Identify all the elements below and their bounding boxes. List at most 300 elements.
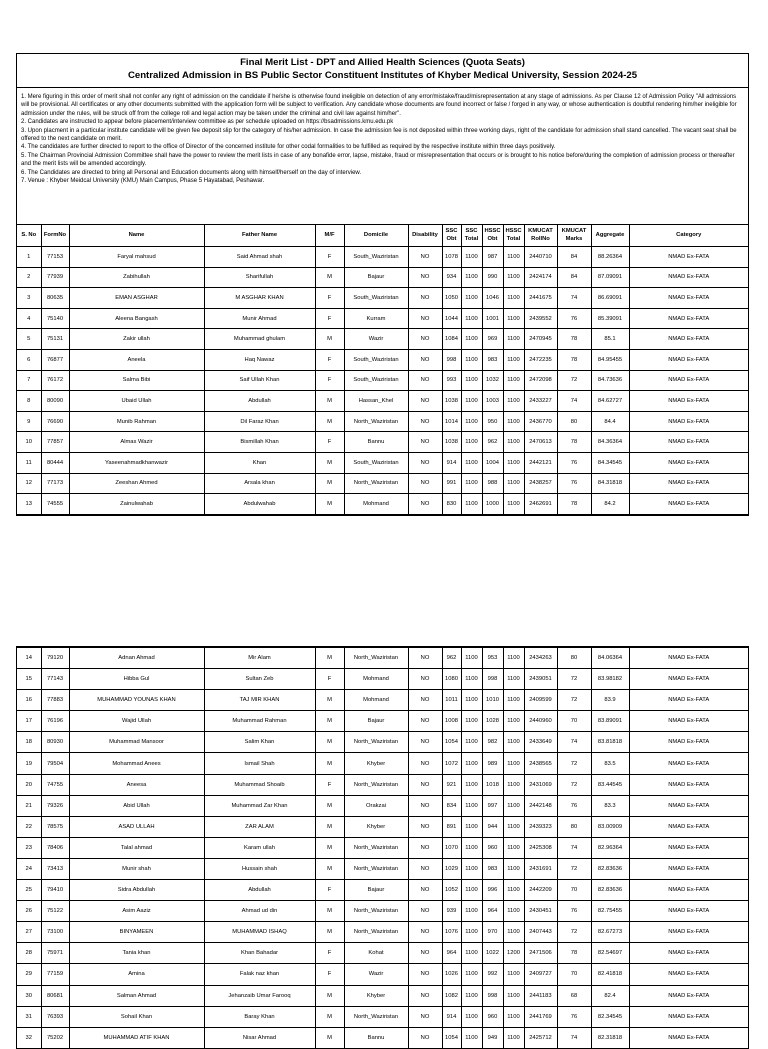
- table-cell: 84.36364: [591, 432, 629, 453]
- table-cell: 1100: [461, 711, 482, 732]
- table-cell: NO: [408, 349, 442, 370]
- table-cell: NO: [408, 964, 442, 985]
- table-cell: NMAD Ex-FATA: [629, 690, 748, 711]
- table-cell: 1100: [503, 247, 524, 268]
- table-row: [17, 349, 748, 370]
- table-cell: 1100: [461, 411, 482, 432]
- table-cell: 1100: [461, 473, 482, 494]
- table-cell: 70: [557, 711, 591, 732]
- table-cell: 1011: [442, 690, 461, 711]
- table-cell: NO: [408, 452, 442, 473]
- merit-table-page-2: [17, 647, 748, 1049]
- table-cell: 21: [17, 795, 41, 816]
- table-cell: Yaseenahmadkhanwazir: [69, 452, 204, 473]
- table-cell: North_Waziristan: [344, 901, 408, 922]
- table-cell: NMAD Ex-FATA: [629, 964, 748, 985]
- table-cell: 17: [17, 711, 41, 732]
- table-cell: 70: [557, 880, 591, 901]
- table-cell: 80: [557, 816, 591, 837]
- table-cell: 68: [557, 985, 591, 1006]
- table-cell: MUHAMMAD YOUNAS KHAN: [69, 690, 204, 711]
- table-cell: 1050: [442, 288, 461, 309]
- table-cell: 1026: [442, 964, 461, 985]
- column-header: Name: [69, 225, 204, 247]
- table-cell: F: [315, 247, 344, 268]
- table-cell: 72: [557, 922, 591, 943]
- table-cell: 31: [17, 1006, 41, 1027]
- table-cell: 79410: [41, 880, 69, 901]
- table-cell: Hibba Gul: [69, 669, 204, 690]
- table-cell: NMAD Ex-FATA: [629, 391, 748, 412]
- table-cell: Munir Ahmad: [204, 308, 315, 329]
- table-cell: North_Waziristan: [344, 648, 408, 669]
- table-cell: NMAD Ex-FATA: [629, 370, 748, 391]
- table-cell: Muhammad Shoaib: [204, 774, 315, 795]
- table-cell: 1100: [503, 858, 524, 879]
- table-cell: 82.34545: [591, 1006, 629, 1027]
- table-cell: North_Waziristan: [344, 858, 408, 879]
- table-cell: 1070: [442, 837, 461, 858]
- table-cell: 87.09091: [591, 267, 629, 288]
- table-cell: NMAD Ex-FATA: [629, 267, 748, 288]
- table-cell: 988: [482, 473, 503, 494]
- table-cell: Aneela: [69, 349, 204, 370]
- document-header: [17, 54, 748, 88]
- table-row: [17, 795, 748, 816]
- table-cell: 991: [442, 473, 461, 494]
- table-cell: 84.62727: [591, 391, 629, 412]
- table-cell: 1100: [503, 329, 524, 350]
- table-cell: 83.81818: [591, 732, 629, 753]
- table-row: [17, 494, 748, 515]
- table-cell: 996: [482, 880, 503, 901]
- table-cell: Ismail Shah: [204, 753, 315, 774]
- table-cell: NO: [408, 411, 442, 432]
- column-header: KMUCAT Marks: [557, 225, 591, 247]
- table-cell: 1100: [503, 985, 524, 1006]
- table-cell: 84.73636: [591, 370, 629, 391]
- table-cell: 76: [557, 795, 591, 816]
- table-row: [17, 288, 748, 309]
- table-row: [17, 943, 748, 964]
- table-cell: NMAD Ex-FATA: [629, 432, 748, 453]
- table-cell: Mir Alam: [204, 648, 315, 669]
- table-cell: 2407443: [524, 922, 557, 943]
- table-cell: M: [315, 648, 344, 669]
- table-cell: NO: [408, 370, 442, 391]
- table-cell: Karam ullah: [204, 837, 315, 858]
- table-cell: 1100: [503, 370, 524, 391]
- table-cell: Wazir: [344, 964, 408, 985]
- table-cell: 2441675: [524, 288, 557, 309]
- table-cell: 1100: [503, 774, 524, 795]
- table-cell: 77143: [41, 669, 69, 690]
- table-cell: 76: [557, 1006, 591, 1027]
- table-cell: 1100: [461, 985, 482, 1006]
- table-cell: 84.2: [591, 494, 629, 515]
- table-cell: Nisar Ahmad: [204, 1027, 315, 1048]
- table-cell: 1080: [442, 669, 461, 690]
- table-cell: Bajaur: [344, 267, 408, 288]
- table-cell: 1100: [503, 711, 524, 732]
- table-cell: 74755: [41, 774, 69, 795]
- table-cell: NMAD Ex-FATA: [629, 494, 748, 515]
- table-cell: 934: [442, 267, 461, 288]
- table-cell: 84: [557, 247, 591, 268]
- table-cell: 83.00909: [591, 816, 629, 837]
- table-cell: 25: [17, 880, 41, 901]
- table-cell: 84.4: [591, 411, 629, 432]
- table-cell: 891: [442, 816, 461, 837]
- table-cell: 1100: [461, 247, 482, 268]
- table-cell: NO: [408, 753, 442, 774]
- table-cell: NO: [408, 669, 442, 690]
- table-row: [17, 711, 748, 732]
- table-row: [17, 669, 748, 690]
- table-cell: 944: [482, 816, 503, 837]
- table-cell: 1100: [461, 432, 482, 453]
- table-cell: 1100: [461, 494, 482, 515]
- table-cell: 75202: [41, 1027, 69, 1048]
- table-cell: Aleena Bangash: [69, 308, 204, 329]
- instruction-note: 7. Venue : Khyber Meidcal University (KMU) Main Campus, Phase 5 Hayatabad, Peshawar.: [21, 178, 265, 185]
- table-row: [17, 753, 748, 774]
- table-cell: 2441183: [524, 985, 557, 1006]
- table-cell: 993: [442, 370, 461, 391]
- table-cell: 1100: [503, 901, 524, 922]
- table-cell: 82.96364: [591, 837, 629, 858]
- table-cell: 78: [557, 329, 591, 350]
- instruction-note: 1. Mere figuring in this order of merit shall not confer any right of admission on the candidate if he/she is otherwise found ineligible on detection of any error/mistake/fraud/misrepresentation at any stage of admissions. As per Clause 12 of Admission Policy "All admissions will be provisional. All certificates or any other documents submitted with the application form will be subject to verification. Any candidate whose documents are found incorrect or false / forged in any way, or whose authentication is doubtful rendering him/her ineligible for admission under the rules, will be struck off from the college roll and legal action may be taken under the criminal and civil law against him/her".: [21, 94, 737, 117]
- table-cell: 2: [17, 267, 41, 288]
- table-cell: 76: [557, 308, 591, 329]
- table-cell: NMAD Ex-FATA: [629, 1027, 748, 1048]
- table-cell: Haq Nawaz: [204, 349, 315, 370]
- table-cell: 992: [482, 964, 503, 985]
- table-row: [17, 247, 748, 268]
- column-header: S. No: [17, 225, 41, 247]
- column-header: HSSC Total: [503, 225, 524, 247]
- table-cell: 1100: [461, 795, 482, 816]
- table-row: [17, 985, 748, 1006]
- table-cell: 82.41818: [591, 964, 629, 985]
- table-cell: 1038: [442, 391, 461, 412]
- table-cell: 2424174: [524, 267, 557, 288]
- table-row: [17, 837, 748, 858]
- table-cell: Jehanzaib Umar Farooq: [204, 985, 315, 1006]
- table-cell: 2471506: [524, 943, 557, 964]
- table-cell: F: [315, 880, 344, 901]
- table-cell: 85.1: [591, 329, 629, 350]
- table-cell: 962: [442, 648, 461, 669]
- table-cell: 1100: [461, 1027, 482, 1048]
- table-cell: 24: [17, 858, 41, 879]
- column-header: Disability: [408, 225, 442, 247]
- table-cell: 1100: [503, 753, 524, 774]
- table-cell: NO: [408, 288, 442, 309]
- table-cell: NO: [408, 880, 442, 901]
- table-cell: 74: [557, 1027, 591, 1048]
- table-cell: 29: [17, 964, 41, 985]
- table-cell: South_Waziristan: [344, 288, 408, 309]
- table-cell: 82.67273: [591, 922, 629, 943]
- table-row: [17, 774, 748, 795]
- table-cell: 74: [557, 288, 591, 309]
- table-cell: 1078: [442, 247, 461, 268]
- table-cell: 1076: [442, 922, 461, 943]
- table-cell: NO: [408, 329, 442, 350]
- table-cell: 79504: [41, 753, 69, 774]
- table-cell: NO: [408, 985, 442, 1006]
- table-cell: North_Waziristan: [344, 732, 408, 753]
- table-cell: 77883: [41, 690, 69, 711]
- instructions-block: [17, 88, 748, 225]
- table-cell: M: [315, 837, 344, 858]
- table-cell: Mohammad Anees: [69, 753, 204, 774]
- table-cell: 1038: [442, 432, 461, 453]
- table-cell: 28: [17, 943, 41, 964]
- table-cell: 1100: [503, 816, 524, 837]
- table-cell: Tania khan: [69, 943, 204, 964]
- table-body: [17, 648, 748, 1049]
- table-cell: NO: [408, 901, 442, 922]
- table-cell: Zabihullah: [69, 267, 204, 288]
- table-cell: 1072: [442, 753, 461, 774]
- table-cell: Muhammad ghulam: [204, 329, 315, 350]
- table-cell: 1100: [461, 858, 482, 879]
- table-cell: 75140: [41, 308, 69, 329]
- table-cell: Abdulwahab: [204, 494, 315, 515]
- table-cell: NMAD Ex-FATA: [629, 816, 748, 837]
- table-cell: South_Waziristan: [344, 452, 408, 473]
- table-cell: Baray Khan: [204, 1006, 315, 1027]
- table-cell: F: [315, 308, 344, 329]
- table-cell: 76690: [41, 411, 69, 432]
- column-header: Category: [629, 225, 748, 247]
- table-cell: NMAD Ex-FATA: [629, 922, 748, 943]
- table-cell: 1100: [503, 391, 524, 412]
- table-cell: 1044: [442, 308, 461, 329]
- table-cell: Said Ahmad shah: [204, 247, 315, 268]
- table-cell: 30: [17, 985, 41, 1006]
- table-cell: 2442148: [524, 795, 557, 816]
- table-cell: NO: [408, 1006, 442, 1027]
- table-cell: 1100: [503, 922, 524, 943]
- table-cell: 77159: [41, 964, 69, 985]
- table-cell: F: [315, 943, 344, 964]
- table-row: [17, 473, 748, 494]
- table-cell: 32: [17, 1027, 41, 1048]
- table-row: [17, 1006, 748, 1027]
- table-cell: 1054: [442, 732, 461, 753]
- table-cell: Bannu: [344, 432, 408, 453]
- table-cell: 2470613: [524, 432, 557, 453]
- table-cell: NO: [408, 1027, 442, 1048]
- table-cell: 72: [557, 774, 591, 795]
- table-cell: 2434263: [524, 648, 557, 669]
- table-cell: NMAD Ex-FATA: [629, 711, 748, 732]
- table-cell: 970: [482, 922, 503, 943]
- table-cell: 83.9: [591, 690, 629, 711]
- table-cell: M: [315, 690, 344, 711]
- table-cell: NMAD Ex-FATA: [629, 858, 748, 879]
- table-cell: 84.34545: [591, 452, 629, 473]
- table-cell: 1100: [461, 308, 482, 329]
- column-header: SSC Obt: [442, 225, 461, 247]
- table-cell: 76393: [41, 1006, 69, 1027]
- table-cell: 998: [442, 349, 461, 370]
- table-cell: F: [315, 774, 344, 795]
- table-cell: 997: [482, 795, 503, 816]
- table-row: [17, 452, 748, 473]
- table-cell: 1082: [442, 985, 461, 1006]
- table-cell: 983: [482, 349, 503, 370]
- table-cell: Bajaur: [344, 880, 408, 901]
- table-cell: 2438565: [524, 753, 557, 774]
- table-cell: NMAD Ex-FATA: [629, 473, 748, 494]
- table-row: [17, 432, 748, 453]
- table-cell: Khan Bahadar: [204, 943, 315, 964]
- table-row: [17, 648, 748, 669]
- table-cell: 1100: [461, 349, 482, 370]
- table-cell: 1200: [503, 943, 524, 964]
- table-cell: 1014: [442, 411, 461, 432]
- table-cell: 70: [557, 964, 591, 985]
- table-cell: Orakzai: [344, 795, 408, 816]
- table-cell: 983: [482, 858, 503, 879]
- instruction-note: 2. Candidates are instructed to appear before placement/interview committee as per schedule uploaded on https://bsadmissions.kmu.edu.pk: [21, 119, 394, 126]
- table-cell: 2409599: [524, 690, 557, 711]
- document-title: Final Merit List - DPT and Allied Health Sciences (Quota Seats): [240, 57, 525, 68]
- table-cell: 1100: [503, 669, 524, 690]
- table-cell: 11: [17, 452, 41, 473]
- table-cell: 1003: [482, 391, 503, 412]
- table-row: [17, 690, 748, 711]
- table-cell: 1046: [482, 288, 503, 309]
- table-cell: M: [315, 411, 344, 432]
- table-cell: 834: [442, 795, 461, 816]
- table-cell: 2440960: [524, 711, 557, 732]
- table-cell: M: [315, 711, 344, 732]
- table-row: [17, 880, 748, 901]
- table-row: [17, 308, 748, 329]
- table-cell: EMAN ASGHAR: [69, 288, 204, 309]
- table-cell: Abdullah: [204, 391, 315, 412]
- table-cell: 2431691: [524, 858, 557, 879]
- table-cell: 969: [482, 329, 503, 350]
- table-cell: 80681: [41, 985, 69, 1006]
- table-cell: 80090: [41, 391, 69, 412]
- table-cell: Mohmand: [344, 690, 408, 711]
- table-cell: 74: [557, 732, 591, 753]
- merit-table-page-1: [17, 225, 748, 515]
- table-cell: 82.75455: [591, 901, 629, 922]
- table-cell: 2472235: [524, 349, 557, 370]
- table-cell: 80930: [41, 732, 69, 753]
- table-cell: 13: [17, 494, 41, 515]
- table-cell: 76172: [41, 370, 69, 391]
- table-cell: 998: [482, 669, 503, 690]
- table-cell: Zeeshan Ahmed: [69, 473, 204, 494]
- table-cell: 2440710: [524, 247, 557, 268]
- table-cell: 1100: [503, 837, 524, 858]
- table-cell: 1000: [482, 494, 503, 515]
- table-cell: Mohmand: [344, 669, 408, 690]
- table-cell: Ahmad ud din: [204, 901, 315, 922]
- column-header: SSC Total: [461, 225, 482, 247]
- table-cell: 74: [557, 837, 591, 858]
- table-cell: 1100: [503, 494, 524, 515]
- table-cell: F: [315, 964, 344, 985]
- instruction-note: 3. Upon placment in a particular institute candidate will be given fee deposit slip for the category of his/her admission. In case the admission fee is not deposited within three working days, right of the candidate for admission shall stand cancelled. The vacant seat shall be offered to the next candidate on merit.: [21, 127, 737, 143]
- table-cell: 1100: [461, 816, 482, 837]
- table-cell: 23: [17, 837, 41, 858]
- table-cell: NO: [408, 816, 442, 837]
- table-cell: F: [315, 669, 344, 690]
- table-cell: 1054: [442, 1027, 461, 1048]
- table-cell: Abdullah: [204, 880, 315, 901]
- table-cell: 1100: [503, 964, 524, 985]
- table-cell: 7: [17, 370, 41, 391]
- table-cell: 1100: [461, 732, 482, 753]
- table-cell: NMAD Ex-FATA: [629, 732, 748, 753]
- table-cell: 82.83636: [591, 858, 629, 879]
- table-cell: NMAD Ex-FATA: [629, 880, 748, 901]
- table-cell: Falak naz khan: [204, 964, 315, 985]
- table-cell: M ASGHAR KHAN: [204, 288, 315, 309]
- table-cell: 1100: [461, 669, 482, 690]
- table-cell: 2472098: [524, 370, 557, 391]
- table-cell: 78406: [41, 837, 69, 858]
- table-cell: NMAD Ex-FATA: [629, 1006, 748, 1027]
- table-cell: NMAD Ex-FATA: [629, 452, 748, 473]
- table-cell: M: [315, 494, 344, 515]
- table-cell: 1100: [461, 837, 482, 858]
- table-cell: Sultan Zeb: [204, 669, 315, 690]
- table-row: [17, 901, 748, 922]
- table-cell: 77173: [41, 473, 69, 494]
- table-cell: NO: [408, 308, 442, 329]
- table-cell: 14: [17, 648, 41, 669]
- table-cell: NO: [408, 922, 442, 943]
- table-cell: M: [315, 858, 344, 879]
- table-cell: Wajid Ullah: [69, 711, 204, 732]
- table-cell: Khan: [204, 452, 315, 473]
- table-cell: NO: [408, 795, 442, 816]
- table-cell: South_Waziristan: [344, 247, 408, 268]
- instruction-note: 6. The Candidates are directed to bring all Personal and Education documents along with himself/herself on the day of interview.: [21, 169, 362, 176]
- table-cell: M: [315, 901, 344, 922]
- table-cell: 26: [17, 901, 41, 922]
- table-cell: 1100: [461, 267, 482, 288]
- table-cell: M: [315, 329, 344, 350]
- table-cell: 2438257: [524, 473, 557, 494]
- table-cell: NMAD Ex-FATA: [629, 774, 748, 795]
- table-cell: 77857: [41, 432, 69, 453]
- table-cell: 1010: [482, 690, 503, 711]
- table-cell: 1100: [503, 690, 524, 711]
- table-cell: 1100: [461, 774, 482, 795]
- table-cell: NO: [408, 432, 442, 453]
- table-cell: 85.39091: [591, 308, 629, 329]
- table-cell: Kurram: [344, 308, 408, 329]
- table-cell: 1084: [442, 329, 461, 350]
- table-cell: 1004: [482, 452, 503, 473]
- table-header-row: [17, 225, 748, 247]
- table-cell: 83.3: [591, 795, 629, 816]
- table-cell: 1100: [461, 690, 482, 711]
- table-cell: 74: [557, 391, 591, 412]
